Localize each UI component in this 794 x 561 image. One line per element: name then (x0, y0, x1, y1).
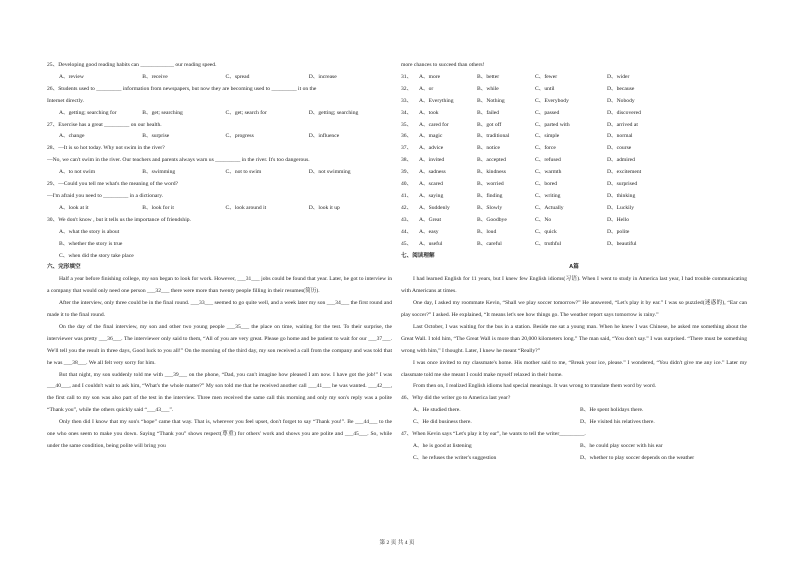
option: C、Everybody (535, 97, 569, 104)
option: A、scared (419, 181, 443, 188)
option: A、Suddenly (419, 204, 450, 211)
q46-stem: 46、Why did the writer go to America last year? (401, 395, 511, 402)
q28-stem-cont: —No, we can't swim in the river. Our teachers and parents always warn us _________ in the river. It's too dangerous. (47, 157, 310, 164)
option: B、kindness (477, 169, 506, 176)
options-row (401, 120, 747, 132)
q47-stem: 47、When Kevin says “Let's play it by ear”, he wants to tell the writer_________. (401, 431, 586, 438)
cloze-continuation: more chances to succeed than others! (401, 62, 485, 68)
options-row (401, 227, 747, 239)
option: D、excitement (607, 169, 642, 176)
option: D、course (607, 145, 632, 152)
right-column (401, 60, 747, 465)
page-footer: 第 2 页 共 4 页 (379, 540, 415, 546)
option: A、easy (419, 228, 439, 235)
options-row (401, 84, 747, 96)
option: A、to not swim (59, 169, 96, 176)
option: D、admired (607, 157, 635, 164)
option: C、spread (225, 73, 250, 80)
option: D、getting; searching (308, 109, 359, 116)
q29-stem-cont: —I'm afraid you need to _________ in a dictionary. (47, 192, 164, 199)
question-number: 41、 (401, 192, 413, 199)
option: B、loud (477, 228, 497, 235)
option: C、truthful (535, 240, 562, 247)
q25-options (47, 72, 392, 84)
option: A、Everything (419, 97, 454, 104)
question-number: 38、 (401, 157, 413, 164)
options-row (401, 239, 747, 251)
reading-paragraph: From then on, I realized English idioms had special meanings. It was wrong to translate them word by word. (413, 383, 657, 390)
question-number: 34、 (401, 109, 413, 116)
q47-options-cd (401, 453, 747, 465)
option: B、He spent holidays there. (580, 407, 644, 414)
option: C、look around it (225, 204, 267, 211)
question-number: 45、 (401, 240, 413, 247)
option: C、writing (535, 192, 561, 199)
q28-options (47, 167, 392, 179)
option: C、simple (535, 133, 560, 140)
option: D、whether to play soccer depends on the weather (580, 454, 695, 461)
option: D、normal (607, 133, 633, 140)
option: C、progress (225, 133, 254, 140)
question-number: 40、 (401, 181, 413, 188)
options-row (401, 143, 747, 155)
option: D、because (607, 85, 635, 92)
option: B、got off (477, 121, 502, 128)
cloze-paragraph: Only then did I know that my son's “hope” came that way. That is, wherever you feel upset, don't forget to say “Thank you!”. Be ___44___ to the one who ones seem to make you down. Saying “Thank you” shows respect(尊重) for others' work and shows you are polite and ___45___. So, while under the same condition, being polite will bring you (47, 419, 392, 449)
options-row (401, 155, 747, 167)
option: B、accepted (477, 157, 506, 164)
left-column (47, 60, 392, 453)
q27-stem: 27、Exercise has a great _________ on our health. (47, 121, 162, 128)
options-row (401, 179, 747, 191)
cloze-paragraph: Half a year before finishing college, my son began to look for work. However, ___31___ jobs could be found that year. Later, he got to interview in a company that would only need one person ___32___ there were more than twenty people filling in their resumes(简历). (47, 276, 392, 295)
option: C、fewer (535, 73, 558, 80)
option: B、careful (477, 240, 502, 247)
question-number: 36、 (401, 133, 413, 140)
q29-options (47, 203, 392, 215)
option: D、polite (607, 228, 630, 235)
option: B、whether the story is true (59, 240, 123, 247)
reading-paragraph: I had learned English for 11 years, but I knew few English idioms(习语). When I went to study in America last year, I had trouble communicating with Americans at times. (401, 276, 747, 295)
q26-stem-cont: Internet directly. (47, 97, 84, 104)
option: C、Actually (535, 204, 564, 211)
q27-options (47, 131, 392, 143)
question-number: 39、 (401, 169, 413, 176)
option: D、He visited his relatives there. (580, 419, 655, 426)
option: A、advice (419, 145, 444, 152)
reading-paragraph: Last October, I was waiting for the bus in a station. Beside me sat a young man. When he knew I was Chinese, he asked me something about the Great Wall. I told him, “The Great Wall is more than 20,000 kilometers long.” The man said, “You don't say.” I was surprised. “There must be something wrong with him,” I thought. Later, I knew he meant “Really?” (401, 323, 747, 354)
option: A、or (419, 85, 434, 92)
option: B、get; searching (142, 109, 183, 116)
q46-options-ab (401, 405, 747, 417)
options-row (401, 215, 747, 227)
question-number: 42、 (401, 204, 413, 211)
option: A、invited (419, 157, 445, 164)
q46-options-cd (401, 417, 747, 429)
options-row (401, 203, 747, 215)
option: C、passed (535, 109, 560, 116)
option: B、swimming (142, 169, 176, 176)
option: C、get; search for (225, 109, 267, 116)
q28-stem: 28、—It is so hot today. Why not swim in the river? (47, 145, 165, 152)
option: B、finding (477, 192, 503, 199)
option: B、look for it (142, 204, 174, 211)
option: C、bored (535, 181, 558, 188)
section-heading: 七、阅读理解 (401, 252, 435, 259)
section-heading: 六、完形填空 (47, 264, 81, 271)
option: D、Luckily (607, 204, 635, 211)
q47-options-ab (401, 441, 747, 453)
q26-stem: 26、Students used to _________ information from newspapers, but now they are becoming used to _________ it on the (47, 85, 317, 92)
option: D、Nobody (607, 97, 635, 104)
option: A、Great (419, 216, 442, 223)
option: A、cared for (419, 121, 449, 128)
option: D、increase (308, 73, 337, 80)
q30-stem: 30、We don't know , but it tells us the importance of friendship. (47, 216, 191, 223)
option: B、failed (477, 109, 500, 116)
option: B、surprise (142, 133, 170, 140)
option: B、worried (477, 181, 504, 188)
q29-stem: 29、—Could you tell me what's the meaning of the word? (47, 181, 179, 188)
option: C、until (535, 85, 555, 92)
option: B、better (477, 73, 500, 80)
option: D、Hello (607, 216, 630, 223)
option: B、notice (477, 145, 500, 152)
option: C、No (535, 216, 552, 223)
options-row (401, 167, 747, 179)
cloze-options-grid (401, 72, 747, 251)
option: C、He did business there. (413, 419, 472, 426)
options-row (401, 96, 747, 108)
option: A、sadness (419, 169, 446, 176)
question-number: 31、 (401, 73, 413, 80)
question-number: 44、 (401, 228, 413, 235)
option: B、traditional (477, 133, 510, 140)
reading-paragraph: One day, I asked my roommate Kevin, “Shall we play soccer tomorrow?” He answered, “Let's play it by ear.” I was so puzzled(迷惑的), “Ear can play soccer?” I asked. He explained, “It means let's see how things go. The weather report says tomorrow is rainy.” (401, 300, 747, 319)
article-title: A篇 (569, 264, 579, 271)
option: C、refused (535, 157, 561, 164)
option: B、he could play soccer with his ear (580, 443, 663, 449)
question-number: 35、 (401, 121, 413, 128)
option: C、force (535, 145, 556, 152)
option: A、what the story is about (59, 228, 120, 235)
option: B、while (477, 85, 499, 92)
options-row (401, 191, 747, 203)
option: C、when did the story take place (59, 252, 134, 259)
option: B、receive (142, 73, 168, 80)
option: B、Slowly (477, 204, 503, 211)
option: A、review (59, 73, 84, 80)
question-number: 43、 (401, 216, 413, 223)
options-row (401, 108, 747, 120)
option: D、discovered (607, 109, 641, 116)
option: A、getting; searching for (59, 109, 117, 116)
q25-stem: 25、Developing good reading habits can ____________ our reading speed. (47, 62, 217, 68)
option: A、took (419, 109, 439, 116)
option: A、look at it (59, 204, 89, 211)
option: D、wider (607, 73, 630, 80)
cloze-paragraph: On the day of the final interview, my son and other two young people ___35___ the place on time, waiting for the test. To their surprise, the interviewer was pretty ___36___. The interviewer only said to them, “All of you are very great. Please go home and be patient to wait for our ___37___. We'll tell you the result in three days, Good luck to you all!” On the morning of the third day, my son received a call from the company and was told that he was ___38___. We all felt very sorry for him. (47, 323, 392, 366)
option: B、Nothing (477, 97, 505, 104)
cloze-paragraph: After the interview, only three could be in the final round. ___33___ seemed to go quite well, and a week later my son ___34___ the first round and made it to the final round. (47, 300, 392, 319)
question-number: 33、 (401, 97, 413, 104)
option: B、Goodbye (477, 216, 507, 223)
option: C、warmth (535, 169, 562, 176)
reading-paragraph: I was once invited to my classmate's home. His mother said to me, “Break your ice, please.” I wondered, “You didn't give me any ice.” Later my classmate told me she meant I could make myself relaxed in their home. (401, 359, 747, 378)
option: D、look it up (308, 204, 340, 211)
option: D、influence (308, 133, 340, 140)
option: D、thinking (607, 192, 636, 199)
option: C、quick (535, 228, 557, 235)
option: D、surprised (607, 181, 638, 188)
option: A、more (419, 73, 441, 80)
option: A、useful (419, 240, 443, 247)
option: A、He studied there. (413, 407, 461, 414)
option: C、he refuses the writer's suggestion (413, 454, 497, 461)
option: A、magic (419, 133, 443, 140)
options-row (401, 131, 747, 143)
option: C、parted with (535, 121, 570, 128)
option: D、not swimming (308, 169, 351, 176)
option: A、change (59, 133, 85, 140)
options-row (401, 72, 747, 84)
question-number: 32、 (401, 85, 413, 92)
question-number: 37、 (401, 145, 413, 152)
option: C、not to swim (225, 169, 262, 176)
option: D、beautiful (607, 240, 637, 247)
option: A、saying (419, 192, 444, 199)
cloze-paragraph: But that night, my son suddenly told me with ___39___ on the phone, “Dad, you can't imagine how pleased I am now. I have got the job!” I was ___40___, and I couldn't wait to ask him, “What's the whole matter?” My son told me that he received another call ___41___ he was wanted. ___42___, the first call to my son was also part of the test in the interview. Three men received the same call this morning and only my son's reply was a polite “Thank you”, while the others quickly said “___43___”. (47, 371, 392, 414)
q26-options (47, 108, 392, 120)
option: A、he is good at listening (413, 443, 472, 449)
option: D、arrived at (607, 121, 638, 128)
